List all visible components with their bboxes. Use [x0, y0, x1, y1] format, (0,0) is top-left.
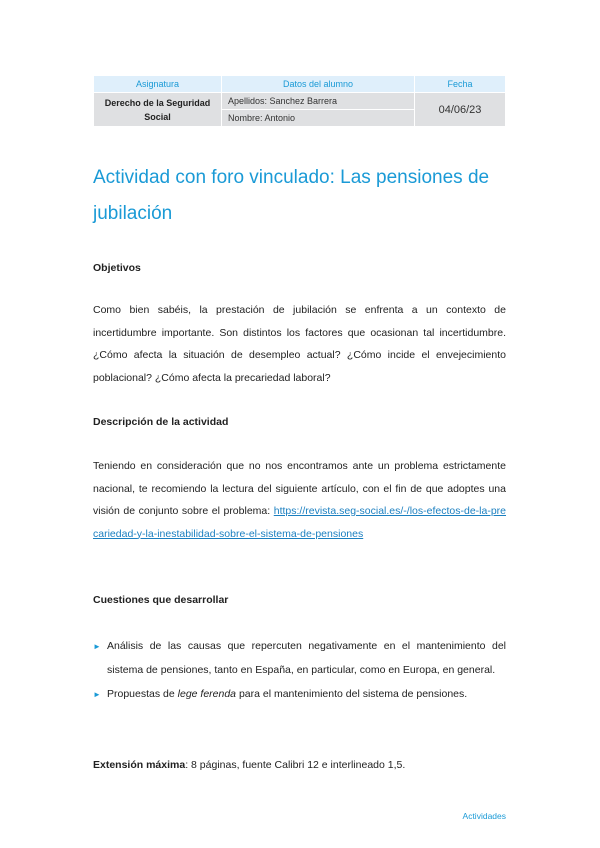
objectives-heading: Objetivos — [93, 262, 141, 274]
question-2-italic: lege ferenda — [177, 688, 237, 700]
header-table — [93, 75, 506, 127]
list-item — [93, 682, 506, 706]
footer-label: Actividades — [462, 811, 506, 821]
triangle-bullet-icon: ► — [93, 642, 101, 651]
description-text: Teniendo en consideración que no nos encontramos ante un problema estrictamente nacional, te recomiendo la lectura del siguiente artículo, con el fin de que adoptes una visión de conjunto sobre el problema: — [93, 460, 506, 517]
surnames-cell: Apellidos: Sanchez Barrera — [222, 93, 415, 110]
name-cell: Nombre: Antonio — [222, 110, 415, 127]
questions-heading: Cuestiones que desarrollar — [93, 594, 229, 606]
list-item — [93, 634, 506, 682]
header-col-subject: Asignatura — [94, 76, 222, 93]
header-col-student: Datos del alumno — [222, 76, 415, 93]
objectives-text: Como bien sabéis, la prestación de jubilación se enfrenta a un contexto de incertidumbre importante. Son distintos los factores que ocasionan tal incertidumbre. ¿Cómo afecta la situación de desempleo actual? ¿Cómo incide el envejecimiento poblacional? ¿Cómo afecta la precariedad laboral? — [93, 304, 506, 384]
description-heading: Descripción de la actividad — [93, 416, 229, 428]
header-col-date: Fecha — [415, 76, 506, 93]
article-link[interactable]: https://revista.seg-social.es/-/los-efectos-de-la-precariedad-y-la-inestabilidad-sobre-el-sistema-de-pensiones — [93, 505, 507, 540]
date-cell: 04/06/23 — [415, 93, 506, 127]
page-title: Actividad con foro vinculado: Las pensiones de jubilación — [93, 167, 490, 224]
question-2-after: para el mantenimiento del sistema de pensiones. — [236, 688, 468, 700]
question-1-text: Análisis de las causas que repercuten negativamente en el mantenimiento del sistema de pensiones, tanto en España, en particular, como en Europa, en general. — [107, 640, 506, 676]
question-2-before: Propuestas de — [107, 688, 178, 700]
description-paragraph — [93, 455, 506, 545]
extension-note — [93, 759, 405, 771]
extension-label: Extensión máxima — [93, 759, 186, 771]
extension-text: : 8 páginas, fuente Calibri 12 e interlineado 1,5. — [185, 759, 406, 771]
questions-list — [93, 634, 506, 706]
subject-cell: Derecho de la Seguridad Social — [94, 93, 222, 127]
triangle-bullet-icon: ► — [93, 690, 101, 699]
